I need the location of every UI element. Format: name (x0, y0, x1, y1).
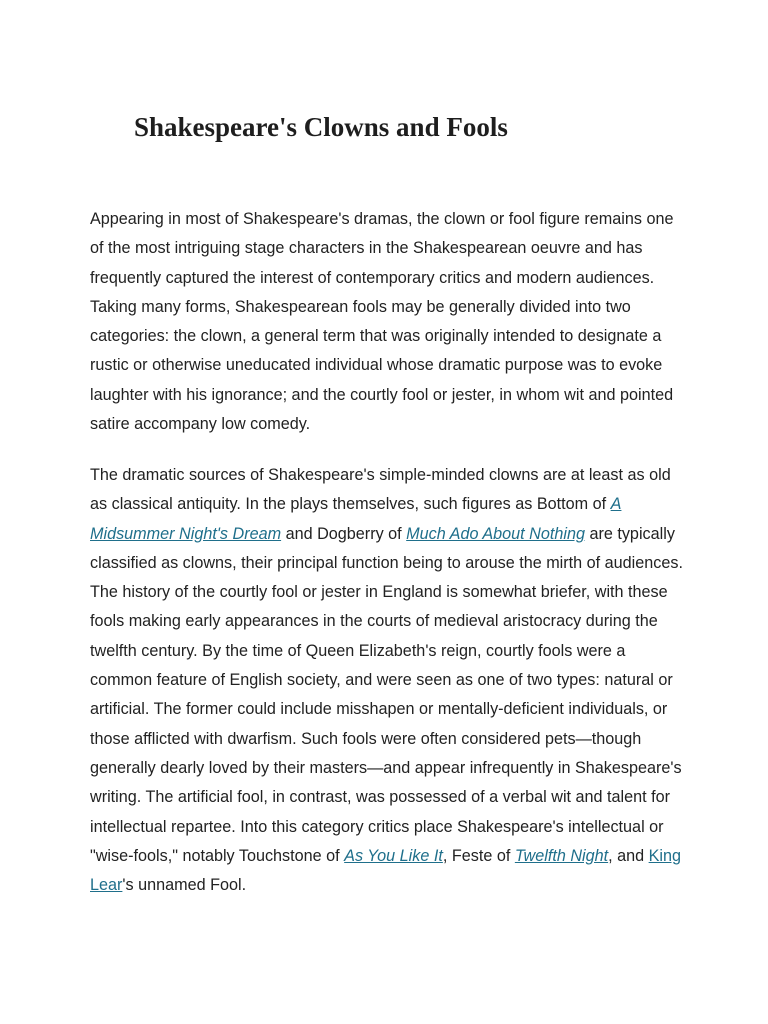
paragraph-sources (90, 461, 690, 900)
link-midsummer-nights-dream[interactable]: A Midsummer Night's Dream (90, 495, 622, 543)
paragraph-text: 's unnamed Fool. (122, 876, 247, 895)
paragraph-text: are typically classified as clowns, their principal function being to arouse the mirth of audiences. The history of the courtly fool or jester in England is somewhat briefer, with these fools making early appearances in the courts of medieval aristocracy during the twelfth century. By the time of Queen Elizabeth's reign, courtly fools were a common feature of English society, and were seen as one of two types: natural or artificial. The former could include misshapen or mentally-deficient individuals, or those afflicted with dwarfism. Such fools were often considered pets—though generally dearly loved by their masters—and appear infrequently in Shakespeare's writing. The artificial fool, in contrast, was possessed of a verbal wit and talent for intellectual repartee. Into this category critics place Shakespeare's intellectual or "wise-fools," notably Touchstone of (90, 524, 683, 865)
paragraph-text: , Feste of (442, 846, 515, 865)
paragraph-text: and Dogberry of (281, 524, 407, 543)
link-as-you-like-it[interactable]: As You Like It (344, 846, 443, 865)
page-title: Shakespeare's Clowns and Fools (134, 112, 508, 142)
paragraph-intro: Appearing in most of Shakespeare's dramas, the clown or fool figure remains one of the most intriguing stage characters in the Shakespearean oeuvre and has frequently captured the interest of contemporary critics and modern audiences. Taking many forms, Shakespearean fools may be generally divided into two categories: the clown, a general term that was originally intended to designate a rustic or otherwise uneducated individual whose dramatic purpose was to evoke laughter with his ignorance; and the courtly fool or jester, in whom wit and pointed satire accompany low comedy. (90, 210, 674, 434)
link-twelfth-night[interactable]: Twelfth Night (514, 846, 609, 865)
paragraph-text: , and (608, 846, 649, 865)
link-much-ado-about-nothing[interactable]: Much Ado About Nothing (406, 524, 585, 543)
paragraph-text: The dramatic sources of Shakespeare's simple-minded clowns are at least as old as classical antiquity. In the plays themselves, such figures as Bottom of (90, 466, 671, 514)
link-king-lear[interactable]: King Lear (90, 846, 682, 895)
